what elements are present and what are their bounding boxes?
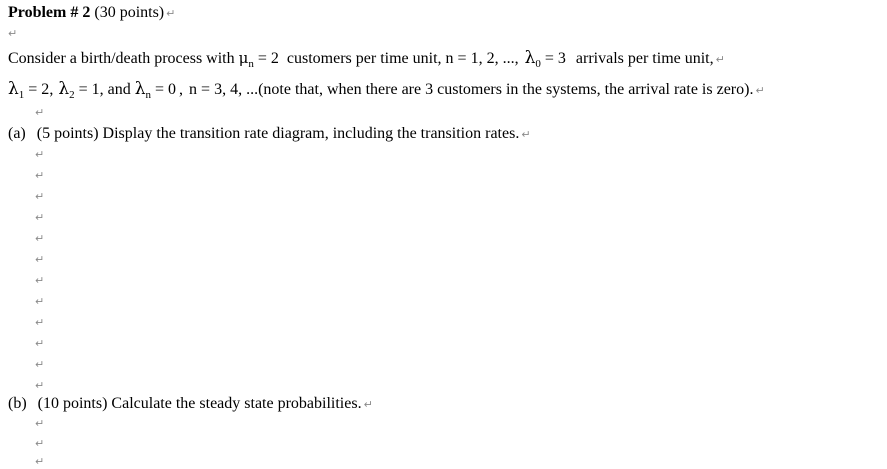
part-b-label: (b) bbox=[8, 395, 27, 412]
intro-line bbox=[8, 48, 725, 70]
paragraph-mark: ↵ bbox=[363, 398, 373, 411]
lambda1-value: = 2 bbox=[24, 81, 50, 98]
mu-value: = 2 bbox=[253, 50, 279, 67]
lambda2-symbol: λ bbox=[58, 79, 70, 99]
paragraph-mark: ↵ bbox=[715, 53, 725, 66]
paragraph-mark: ↵ bbox=[35, 232, 45, 245]
paragraph-mark: ↵ bbox=[35, 455, 45, 468]
lambda1-subscript: 1 bbox=[18, 89, 25, 101]
lambda0-value: = 3 bbox=[540, 50, 566, 67]
paragraph-mark: ↵ bbox=[35, 316, 45, 329]
paragraph-mark: ↵ bbox=[755, 84, 765, 97]
mu-subscript: n bbox=[248, 58, 254, 70]
lambdan-subscript: n bbox=[145, 89, 152, 101]
part-a-label: (a) bbox=[8, 125, 26, 142]
problem-title bbox=[8, 3, 175, 24]
part-a-text: (5 points) Display the transition rate diagram, including the transition rates. bbox=[36, 125, 520, 142]
paragraph-mark: ↵ bbox=[35, 337, 45, 350]
rates-note: (note that, when there are 3 customers in the systems, the arrival rate is zero). bbox=[258, 81, 754, 98]
comma: , bbox=[49, 81, 54, 98]
paragraph-mark: ↵ bbox=[35, 169, 45, 182]
paragraph-mark: ↵ bbox=[35, 437, 45, 450]
lambda0-subscript: 0 bbox=[535, 58, 541, 70]
intro-text-3: arrivals per time unit, bbox=[575, 50, 714, 67]
part-a-question bbox=[8, 124, 531, 145]
lambda2-subscript: 2 bbox=[69, 89, 75, 101]
lambda0-symbol: λ bbox=[524, 48, 536, 68]
paragraph-mark: ↵ bbox=[35, 295, 45, 308]
rates-line: $\lambda_1 = 2$, $\lambda_2 = 1$, and $\lambda_n = 0$ , n = 3, 4, ...(note that, when there are 3 customers in the systems, the arrival rate is zero). ↵ bbox=[8, 79, 765, 101]
lambda1-symbol: λ bbox=[8, 79, 19, 99]
paragraph-mark: ↵ bbox=[35, 274, 45, 287]
paragraph-mark: ↵ bbox=[35, 211, 45, 224]
part-b-question bbox=[8, 394, 373, 415]
intro-text-2: customers per time unit, bbox=[286, 50, 446, 67]
mu-symbol: μ bbox=[238, 49, 249, 67]
paragraph-mark: ↵ bbox=[35, 190, 45, 203]
paragraph-mark: ↵ bbox=[35, 148, 45, 161]
paragraph-mark: ↵ bbox=[35, 253, 45, 266]
lambdan-value: = 0 bbox=[151, 81, 177, 98]
problem-points: (30 points) bbox=[90, 4, 165, 21]
paragraph-mark: ↵ bbox=[35, 379, 45, 392]
paragraph-mark: ↵ bbox=[35, 417, 45, 430]
paragraph-mark: ↵ bbox=[35, 358, 45, 371]
n-range-1: n = 1, 2, ..., bbox=[445, 50, 519, 67]
part-b-text: (10 points) Calculate the steady state probabilities. bbox=[37, 395, 362, 412]
lambdan-symbol: λ bbox=[134, 79, 146, 99]
intro-text-1: Consider a birth/death process with bbox=[8, 50, 239, 67]
and-text: , and bbox=[99, 81, 135, 98]
paragraph-mark: ↵ bbox=[8, 27, 18, 40]
problem-number: Problem # 2 bbox=[8, 4, 91, 21]
paragraph-mark: ↵ bbox=[166, 7, 176, 20]
lambda2-value: = 1 bbox=[74, 81, 100, 98]
paragraph-mark: ↵ bbox=[521, 128, 531, 141]
paragraph-mark: ↵ bbox=[35, 106, 45, 119]
n-range-2: n = 3, 4, ... bbox=[189, 81, 259, 98]
